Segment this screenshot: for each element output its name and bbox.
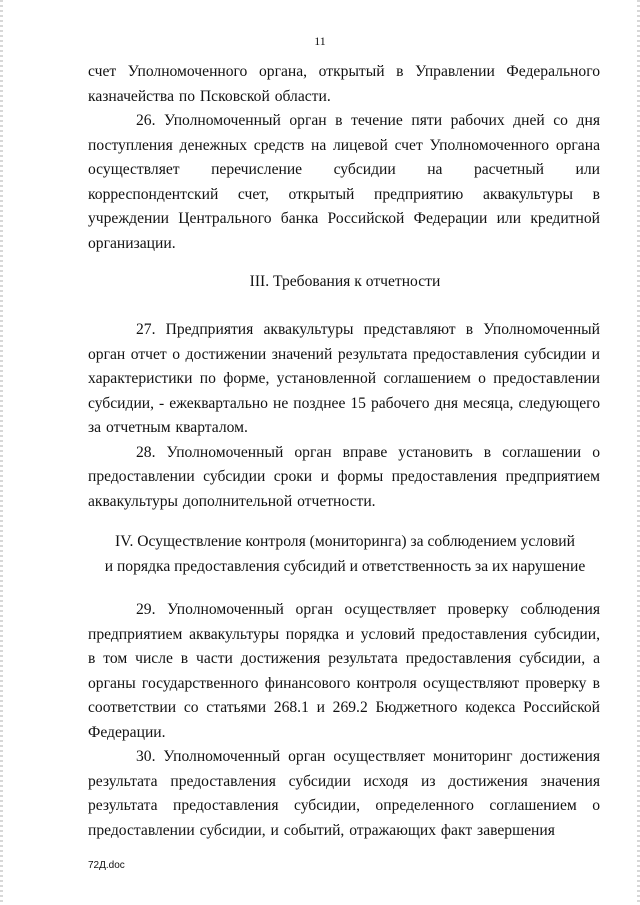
paragraph-continuation: счет Уполномоченного органа, открытый в Управлении Федерального казначейства по Псковской области. <box>88 63 600 105</box>
section-heading-control-line-1: IV. Осуществление контроля (мониторинга) за соблюдением условий <box>115 533 575 550</box>
scan-edge-left <box>0 0 3 905</box>
paragraph-29: 29. Уполномоченный орган осуществляет проверку соблюдения предприятием аквакультуры порядка и условий предоставления субсидии, в том числе в части достижения результата предоставления субсидии, а органы государственного финансового контроля осуществляют проверку в соответствии со статьями 268.1 и 269.2 Бюджетного кодекса Российской Федерации. <box>88 601 600 741</box>
footer-filename: 72Д.doc <box>88 860 125 871</box>
paragraph-27: 27. Предприятия аквакультуры представляют в Уполномоченный орган отчет о достижении значений результата предоставления субсидии и характеристики по форме, установленной соглашением о предоставлении субсидии, - ежеквартально не позднее 15 рабочего дня месяца, следующего за отчетным кварталом. <box>88 321 600 436</box>
page-number: 11 <box>314 34 326 48</box>
paragraph-30: 30. Уполномоченный орган осуществляет мониторинг достижения результата предоставления субсидии исходя из достижения значения результата предоставления субсидии, определенного соглашением о предоставлении субсидии, и событий, отражающих факт завершения <box>88 748 600 839</box>
text-block-payment <box>88 60 600 256</box>
section-heading-control-line-2: и порядка предоставления субсидий и ответственность за их нарушение <box>104 557 586 575</box>
text-block-control <box>88 598 600 843</box>
paragraph-26: 26. Уполномоченный орган в течение пяти рабочих дней со дня поступления денежных средств на лицевой счет Уполномоченного органа осуществляет перечисление субсидии на расчетный или корреспондентский счет, открытый предприятию аквакультуры в учреждении Центрального банка Российской Федерации или кредитной организации. <box>88 112 600 252</box>
section-heading-control <box>70 530 620 579</box>
section-heading-reporting: III. Требования к отчетности <box>249 273 441 290</box>
text-block-reporting <box>88 318 600 514</box>
paragraph-28: 28. Уполномоченный орган вправе установить в соглашении о предоставлении субсидии сроки и формы предоставления предприятием аквакультуры дополнительной отчетности. <box>88 443 600 510</box>
